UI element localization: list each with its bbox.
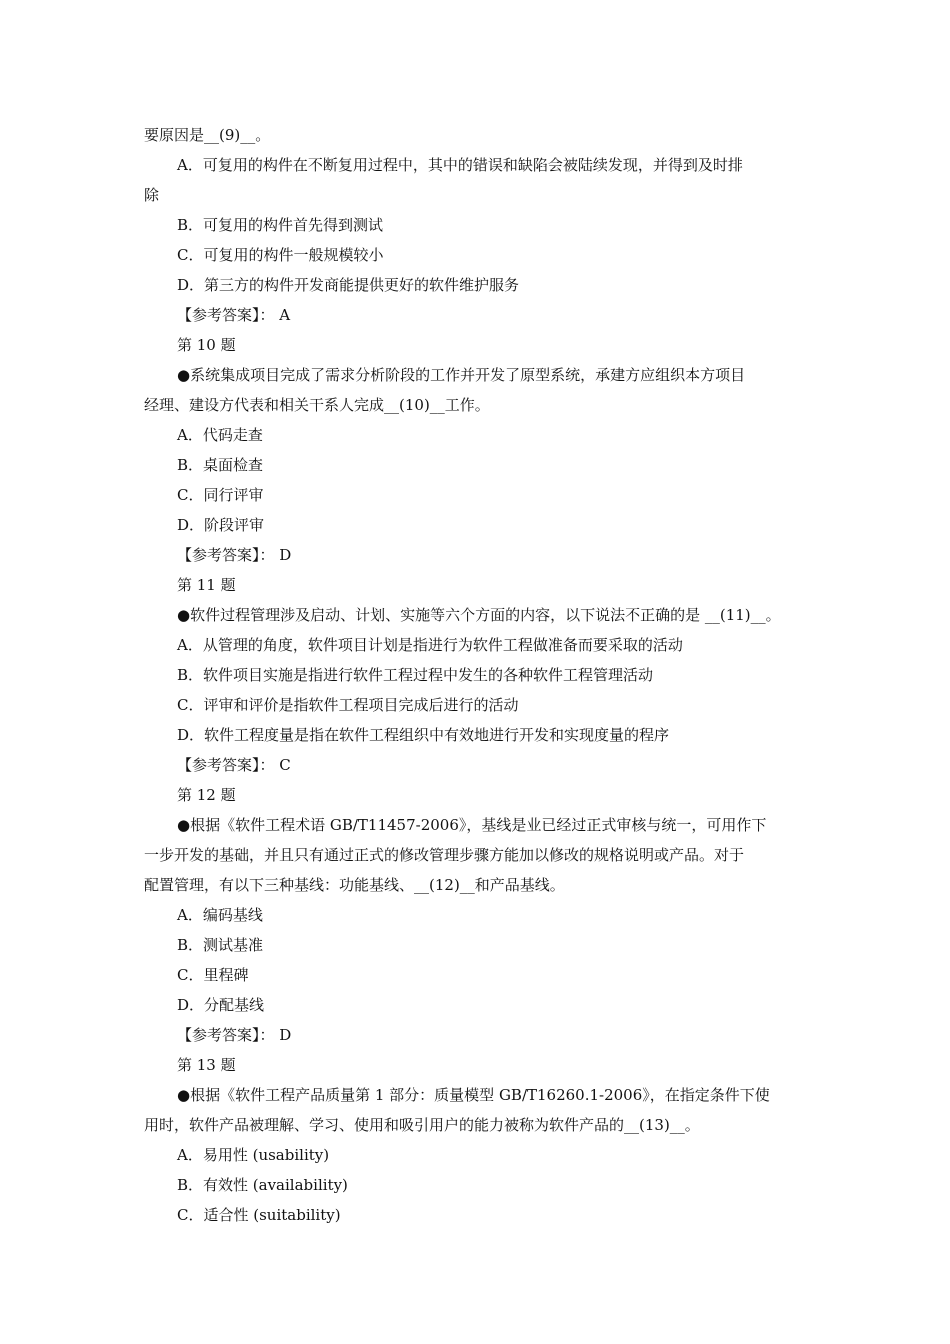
question-text: 用时，软件产品被理解、学习、使用和吸引用户的能力被称为软件产品的__(13)__。 xyxy=(144,1116,700,1134)
option-line: A．易用性 (usability) xyxy=(177,1146,330,1164)
answer-line: 【参考答案】： C xyxy=(177,756,291,774)
option-line: C．评审和评价是指软件工程项目完成后进行的活动 xyxy=(177,696,519,714)
answer-line: 【参考答案】： A xyxy=(177,306,291,324)
answer-line: 【参考答案】： D xyxy=(177,1026,292,1044)
question-text: ●根据《软件工程产品质量第 1 部分：质量模型 GB/T16260.1-2006》，在指定条件下使 xyxy=(177,1086,770,1104)
option-line: A．代码走查 xyxy=(177,426,263,444)
option-line: C．里程碑 xyxy=(177,966,249,984)
text-line: 要原因是__(9)__。 xyxy=(144,126,271,144)
answer-line: 【参考答案】： D xyxy=(177,546,292,564)
option-line: D．阶段评审 xyxy=(177,516,265,534)
option-line: B．测试基准 xyxy=(177,936,264,954)
question-text: ●软件过程管理涉及启动、计划、实施等六个方面的内容，以下说法不正确的是 __(11)__。 xyxy=(177,606,781,624)
option-line: D．第三方的构件开发商能提供更好的软件维护服务 xyxy=(177,276,520,294)
question-number: 第 10 题 xyxy=(177,336,236,354)
option-line: B．桌面检查 xyxy=(177,456,264,474)
option-line: D．分配基线 xyxy=(177,996,265,1014)
text-line: 除 xyxy=(144,186,160,204)
option-line: C．同行评审 xyxy=(177,486,264,504)
question-text: ●根据《软件工程术语 GB/T11457-2006》，基线是业已经过正式审核与统一，可用作下 xyxy=(177,816,767,834)
question-text: ●系统集成项目完成了需求分析阶段的工作并开发了原型系统，承建方应组织本方项目 xyxy=(177,366,746,384)
option-line: C．适合性 (suitability) xyxy=(177,1206,341,1224)
option-line: D．软件工程度量是指在软件工程组织中有效地进行开发和实现度量的程序 xyxy=(177,726,670,744)
option-line: B．可复用的构件首先得到测试 xyxy=(177,216,384,234)
option-line: B．有效性 (availability) xyxy=(177,1176,348,1194)
option-line: A．可复用的构件在不断复用过程中，其中的错误和缺陷会被陆续发现，并得到及时排 xyxy=(177,156,743,174)
question-number: 第 12 题 xyxy=(177,786,236,804)
option-line: B．软件项目实施是指进行软件工程过程中发生的各种软件工程管理活动 xyxy=(177,666,654,684)
option-line: A．编码基线 xyxy=(177,906,263,924)
question-number: 第 11 题 xyxy=(177,576,236,594)
option-line: A．从管理的角度，软件项目计划是指进行为软件工程做准备而要采取的活动 xyxy=(177,636,683,654)
question-text: 经理、建设方代表和相关干系人完成__(10)__工作。 xyxy=(144,396,490,414)
question-text: 一步开发的基础，并且只有通过正式的修改管理步骤方能加以修改的规格说明或产品。对于 xyxy=(144,846,745,864)
question-number: 第 13 题 xyxy=(177,1056,236,1074)
question-text: 配置管理，有以下三种基线：功能基线、__(12)__和产品基线。 xyxy=(144,876,565,894)
option-line: C．可复用的构件一般规模较小 xyxy=(177,246,384,264)
